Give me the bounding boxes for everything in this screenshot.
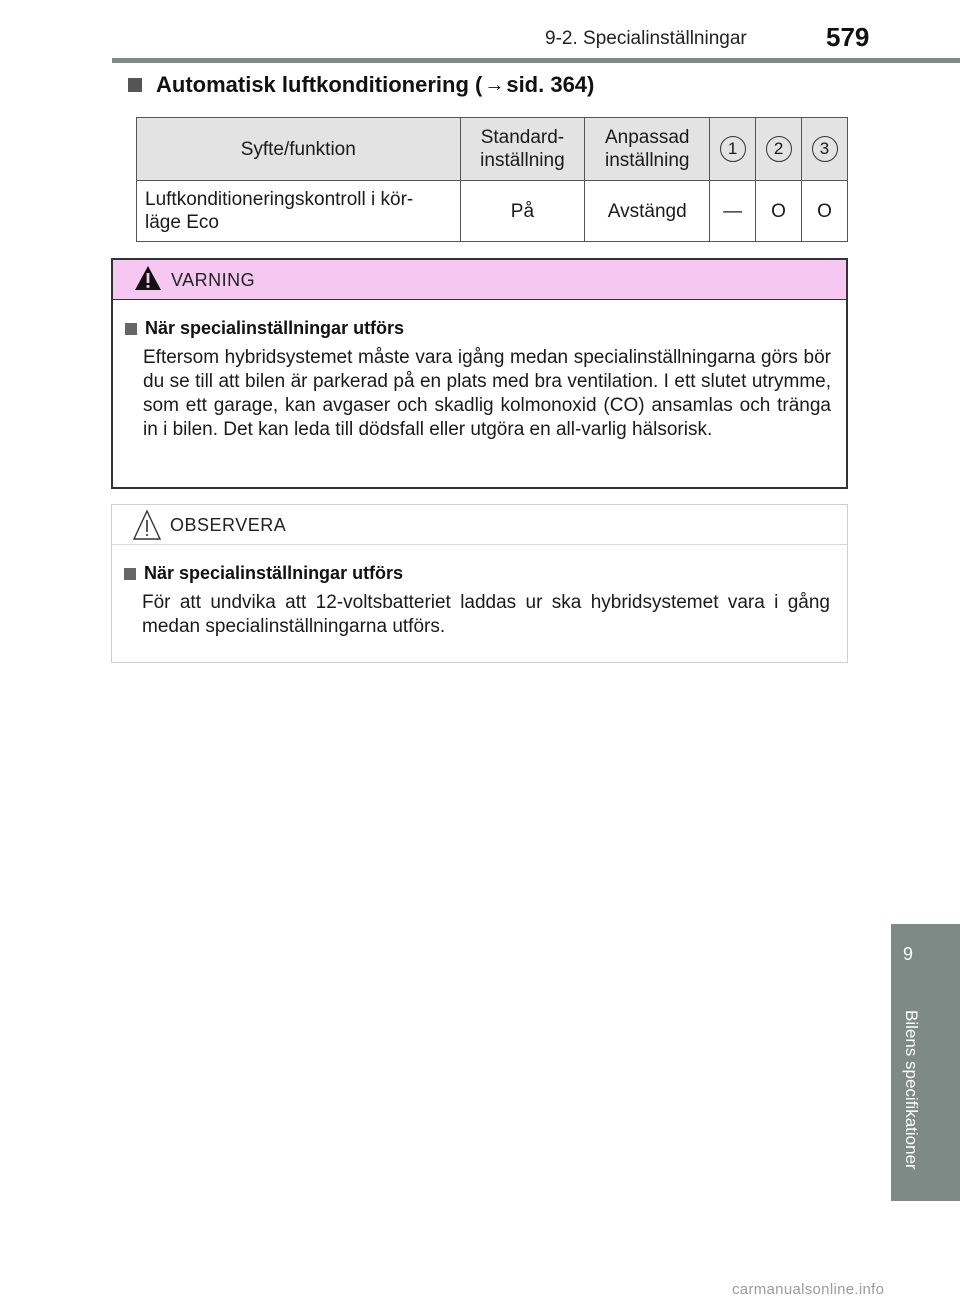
running-header: 9-2. Specialinställningar — [545, 28, 747, 49]
square-bullet-icon — [124, 568, 136, 580]
square-bullet-icon — [128, 78, 142, 92]
section-title-ref: sid. 364) — [506, 72, 595, 97]
caution-header — [112, 505, 847, 545]
warning-box — [111, 258, 848, 489]
page-number: 579 — [826, 22, 870, 52]
header-custom-text: Anpassad inställning — [604, 127, 690, 171]
header-cell-1 — [710, 118, 756, 181]
warning-body: Eftersom hybridsystemet måste vara igång medan specialinställningarna görs bör du se till att bilen är parkerad på en plats med bra ventilation. I ett slutet utrymme, som ett garage, kan avgaser och skadlig kolmonoxid (CO) ansamlas och tränga in i bilen. Det kan leda till dödsfall eller utgöra en all-varlig hälsorisk. — [143, 347, 831, 440]
cell-default: På — [460, 181, 585, 242]
cell-mode-2: O — [756, 181, 802, 242]
circled-number-1: 1 — [720, 136, 746, 162]
caution-label: OBSERVERA — [170, 515, 287, 535]
section-title — [128, 72, 594, 98]
warning-label: VARNING — [171, 270, 256, 290]
header-cell-default — [460, 118, 585, 181]
cell-function-text: Luftkonditioneringskontroll i kör- läge Eco — [145, 189, 414, 233]
warning-subheading-text: När specialinställningar utförs — [145, 318, 405, 338]
watermark: carmanualsonline.info — [732, 1281, 885, 1298]
caution-subheading — [124, 563, 403, 584]
caution-box — [111, 504, 848, 663]
header-cell-2 — [756, 118, 802, 181]
header-cell-3 — [802, 118, 848, 181]
square-bullet-icon — [125, 323, 137, 335]
cell-custom: Avstängd — [585, 181, 710, 242]
table-row — [137, 181, 848, 242]
caution-body: För att undvika att 12-voltsbatteriet laddas ur ska hybridsystemet vara i gång medan specialinställningarna utförs. — [142, 592, 830, 637]
section-title-text: Automatisk luftkonditionering ( — [156, 72, 483, 97]
chapter-number: 9 — [902, 944, 913, 964]
caution-subheading-text: När specialinställningar utförs — [144, 563, 404, 583]
chapter-label: Bilens specifikationer — [902, 1010, 921, 1170]
arrow-right-icon: → — [484, 73, 505, 96]
warning-triangle-icon — [134, 264, 162, 297]
header-rule — [112, 58, 960, 63]
circled-number-2: 2 — [766, 136, 792, 162]
warning-subheading — [125, 318, 404, 339]
table-header-row — [137, 118, 848, 181]
cell-mode-1: — — [710, 181, 756, 242]
warning-header — [113, 260, 846, 300]
header-default-text: Standard- inställning — [480, 127, 565, 171]
header-cell-function: Syfte/funktion — [137, 118, 461, 181]
settings-table — [136, 117, 848, 242]
circled-number-3: 3 — [812, 136, 838, 162]
header-cell-custom — [585, 118, 710, 181]
cell-function — [137, 181, 461, 242]
caution-triangle-icon — [133, 509, 161, 546]
cell-mode-3: O — [802, 181, 848, 242]
